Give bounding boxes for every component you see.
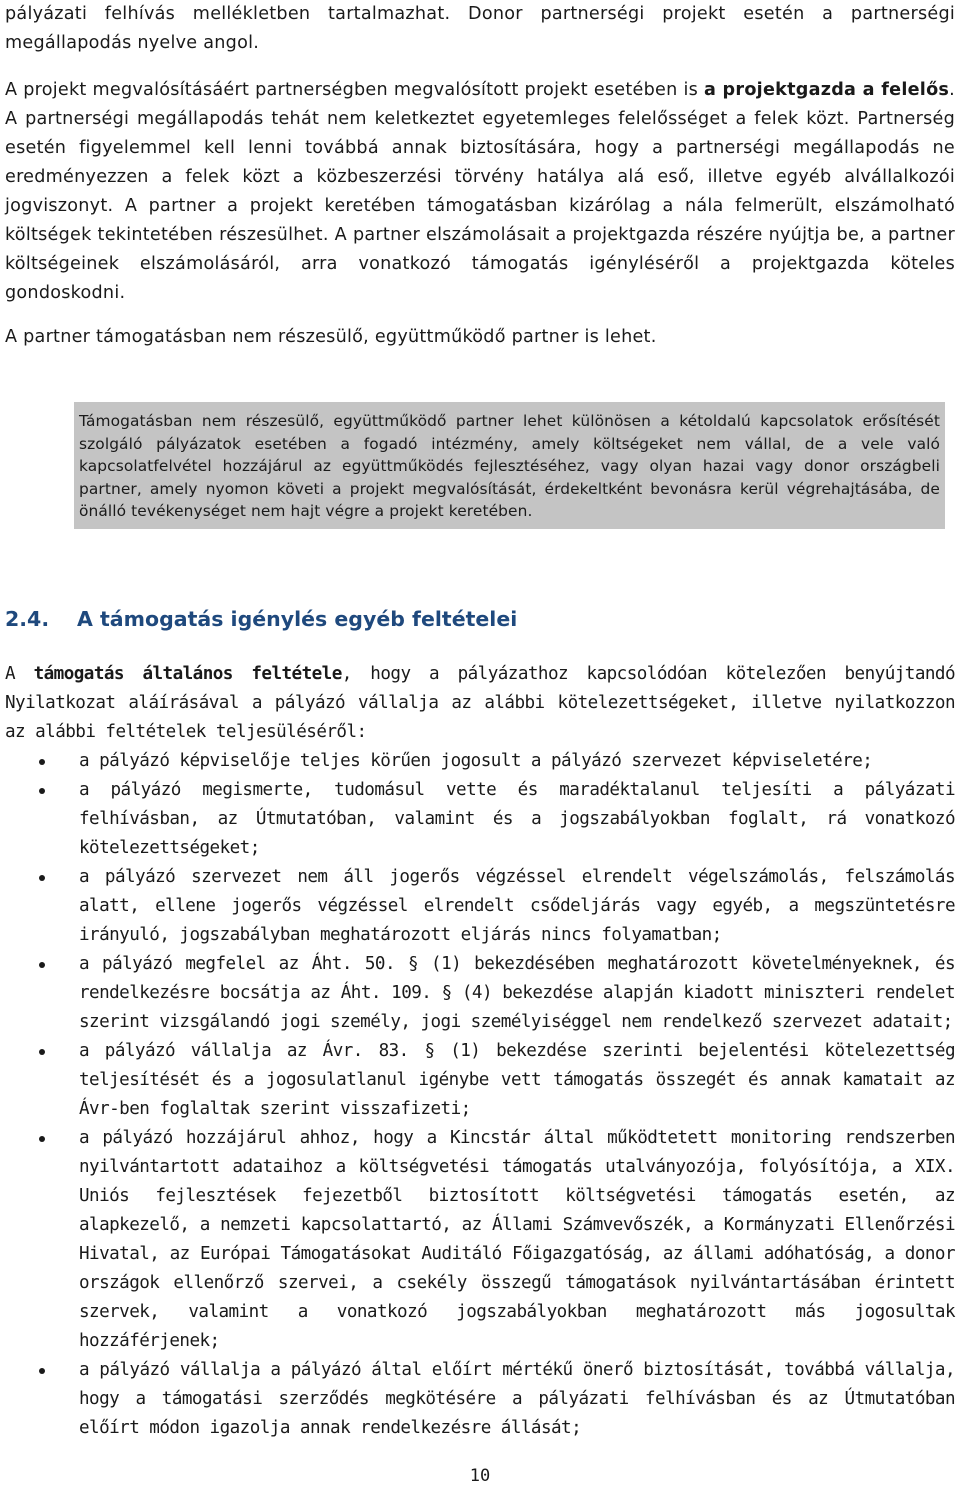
bold-text-general-condition: támogatás általános feltétele (33, 664, 342, 684)
text-run: A projekt megvalósításáért partnerségben megvalósított projekt esetében is (5, 80, 704, 100)
list-item: a pályázó hozzájárul ahhoz, hogy a Kincstár által működtetett monitoring rendszerben nyilvántartott adataihoz a költségvetési támogatás utalványozója, folyósítója, a XIX. Uniós fejlesztések fejezetből biztosított költségvetési támogatás esetén, az alapkezelő, a nemzeti kapcsolattartó, az Állami Számvevőszék, a Kormányzati Ellenőrzési Hivatal, az Európai Támogatásokat Auditáló Főigazgatóság, az állami adóhatóság, a donor országok ellenőrző szervei, a csekély összegű támogatások nyilvántartásában érintett szervek, valamint a vonatkozó jogszabályokban meghatározott más jogosultak hozzáférjenek; (5, 1124, 955, 1356)
page-number: 10 (469, 1466, 491, 1486)
section-title: A támogatás igénylés egyéb feltételei (77, 607, 518, 631)
bold-text-projektgazda: a projektgazda a felelős (703, 80, 950, 100)
section-number: 2.4. (5, 607, 50, 631)
list-item: a pályázó vállalja a pályázó által előírt mértékű önerő biztosítását, továbbá vállalja, hogy a támogatási szerződés megkötésére a pályázati felhívásban és az Útmutatóban előírt módon igazolja annak rendelkezésre állását; (5, 1356, 955, 1443)
section-heading (5, 607, 955, 631)
paragraph-partnership-responsibility (5, 76, 955, 308)
text-run: . A partnerségi megállapodás tehát nem keletkeztet egyetemleges felelősséget a felek közt. Partnerség esetén figyelemmel kell lenni továbbá annak biztosítására, hogy a partnerségi megállapodás ne eredményezzen a felek közt a közbeszerzési törvény hatálya alá eső, illetve egyéb alvállalkozói jogviszonyt. A partner a projekt keretében támogatásban kizárólag a nála felmerült, elszámolható költségek tekintetében részesülhet. A partner elszámolásait a projektgazda részére nyújtja be, a partner költségeinek elszámolásáról, arra vonatkozó támogatás igényléséről a projektgazda köteles gondoskodni. (5, 80, 955, 303)
list-item: a pályázó szervezet nem áll jogerős végzéssel elrendelt végelszámolás, felszámolás alatt, ellene jogerős végzéssel elrendelt csődeljárás vagy egyéb, a megszüntetésre irányuló, jogszabályban meghatározott eljárás nincs folyamatban; (5, 863, 955, 950)
document-page (5, 0, 955, 352)
list-item: a pályázó megfelel az Áht. 50. § (1) bekezdésében meghatározott követelményeknek, és rendelkezésre bocsátja az Áht. 109. § (4) bekezdése alapján kiadott miniszteri rendelet szerint vizsgálandó jogi személy, jogi személyiséggel nem rendelkező szervezet adatait; (5, 950, 955, 1037)
list-item: a pályázó megismerte, tudomásul vette és maradéktalanul teljesíti a pályázati felhívásban, az Útmutatóban, valamint és a jogszabályokban foglalt, rá vonatkozó kötelezettségeket; (5, 776, 955, 863)
section-body (5, 660, 955, 1443)
list-item: a pályázó vállalja az Ávr. 83. § (1) bekezdése szerinti bejelentési kötelezettség teljesítését és a jogosulatlanul igénybe vett támogatás összegét és annak kamatait az Ávr-ben foglaltak szerint visszafizeti; (5, 1037, 955, 1124)
paragraph-partnership-language: pályázati felhívás mellékletben tartalmazhat. Donor partnerségi projekt esetén a partnerségi megállapodás nyelve angol. (5, 4, 955, 53)
text-run: A (5, 664, 34, 684)
obligations-list (5, 747, 955, 1443)
list-item: a pályázó képviselője teljes körűen jogosult a pályázó szervezet képviseletére; (5, 747, 955, 776)
text-run: , hogy a pályázathoz kapcsolódóan kötelezően benyújtandó Nyilatkozat aláírásával a pályázó vállalja az alábbi kötelezettségeket, illetve nyilatkozzon az alábbi feltételek teljesüléséről: (5, 664, 955, 742)
shaded-note-box: Támogatásban nem részesülő, együttműködő partner lehet különösen a kétoldalú kapcsolatok erősítését szolgáló pályázatok esetében a fogadó intézmény, amely költségeket nem vállal, de a vele való kapcsolatfelvétel hozzájárul az együttműködés fejlesztéséhez, vagy olyan hazai vagy donor országbeli partner, amely nyomon követi a projekt megvalósítását, érdekeltként bevonásra kerül végrehajtásába, de önálló tevékenységet nem hajt végre a projekt keretében. (74, 402, 945, 529)
paragraph-non-funded-partner: A partner támogatásban nem részesülő, együttműködő partner is lehet. (5, 327, 657, 347)
paragraph-general-condition (5, 660, 955, 747)
